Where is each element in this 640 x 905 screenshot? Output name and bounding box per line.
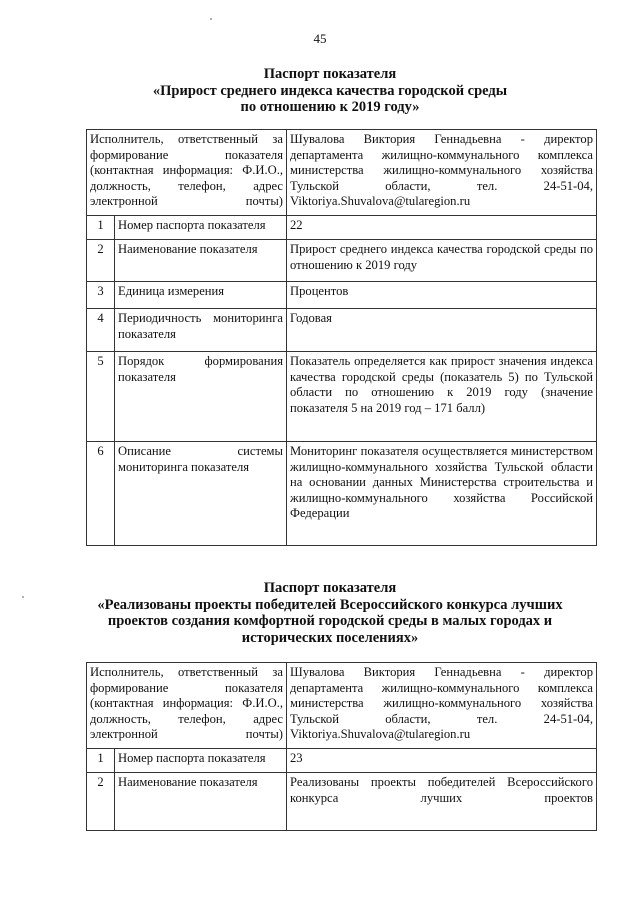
row-label: Описание системы мониторинга показателя — [115, 442, 287, 546]
passport-1-title-line1: Паспорт показателя — [263, 66, 397, 82]
row-label: Порядок формирования показателя — [115, 352, 287, 442]
table-row — [87, 749, 597, 773]
row-number: 2 — [87, 240, 115, 282]
executor-label: Исполнитель, ответственный за формирование показателя (контактная информация: Ф.И.О., должность, телефон, адрес электронной почты) — [87, 130, 287, 216]
row-number: 1 — [87, 216, 115, 240]
table-row — [87, 773, 597, 831]
row-value: Процентов — [287, 282, 597, 309]
passport-2-title-line4: исторических поселениях» — [241, 629, 419, 646]
row-label: Номер паспорта показателя — [115, 749, 287, 773]
row-value: 23 — [287, 749, 597, 773]
row-number: 5 — [87, 352, 115, 442]
executor-label: Исполнитель, ответственный за формирование показателя (контактная информация: Ф.И.О., должность, телефон, адрес электронной почты) — [87, 663, 287, 749]
row-value: Показатель определяется как прирост значения индекса качества городской среды (показатель 5) по Тульской области по отношению к 2019 году (значение показателя 5 на 2019 год – 171 балл) — [287, 352, 597, 442]
row-value: Годовая — [287, 309, 597, 352]
table-row — [87, 352, 597, 442]
executor-row — [87, 663, 597, 749]
passport-1-title — [60, 66, 600, 116]
scan-speck — [210, 18, 212, 20]
row-label: Наименование показателя — [115, 773, 287, 831]
table-row — [87, 282, 597, 309]
passport-2-title-line3: проектов создания комфортной городской среды в малых городах и — [107, 613, 553, 629]
passport-1-title-line2: «Прирост среднего индекса качества городской среды — [152, 82, 508, 99]
passport-2-title-line1: Паспорт показателя — [263, 580, 397, 596]
table-row — [87, 309, 597, 352]
passport-2-table — [86, 662, 597, 831]
passport-2-title — [60, 580, 600, 646]
row-label: Номер паспорта показателя — [115, 216, 287, 240]
row-number: 1 — [87, 749, 115, 773]
row-value: Прирост среднего индекса качества городской среды по отношению к 2019 году — [287, 240, 597, 282]
table-row — [87, 442, 597, 546]
row-number: 6 — [87, 442, 115, 546]
row-value: Мониторинг показателя осуществляется министерством жилищно-коммунального хозяйства Тульской области на основании данных Министерства строительства и жилищно-коммунального хозяйства Российской Федерации — [287, 442, 597, 546]
row-label: Единица измерения — [115, 282, 287, 309]
row-label: Периодичность мониторинга показателя — [115, 309, 287, 352]
row-number: 4 — [87, 309, 115, 352]
row-value: Реализованы проекты победителей Всероссийского конкурса лучших проектов — [287, 773, 597, 831]
executor-value: Шувалова Виктория Геннадьевна - директор департамента жилищно-коммунального комплекса министерства жилищно-коммунального хозяйства Тульской области, тел. 24-51-04, Viktoriya.Shuvalova@tularegion.ru — [287, 663, 597, 749]
passport-1-title-line3: по отношению к 2019 году» — [240, 99, 420, 115]
row-value: 22 — [287, 216, 597, 240]
executor-value: Шувалова Виктория Геннадьевна - директор департамента жилищно-коммунального комплекса министерства жилищно-коммунального хозяйства Тульской области, тел. 24-51-04, Viktoriya.Shuvalova@tularegion.ru — [287, 130, 597, 216]
row-number: 3 — [87, 282, 115, 309]
passport-2-title-line2: «Реализованы проекты победителей Всероссийского конкурса лучших — [97, 596, 563, 613]
table-row — [87, 240, 597, 282]
executor-row — [87, 130, 597, 216]
page-number: 45 — [313, 31, 327, 46]
table-row — [87, 216, 597, 240]
passport-1-table — [86, 129, 597, 546]
scan-speck — [22, 596, 24, 598]
row-label: Наименование показателя — [115, 240, 287, 282]
row-number: 2 — [87, 773, 115, 831]
